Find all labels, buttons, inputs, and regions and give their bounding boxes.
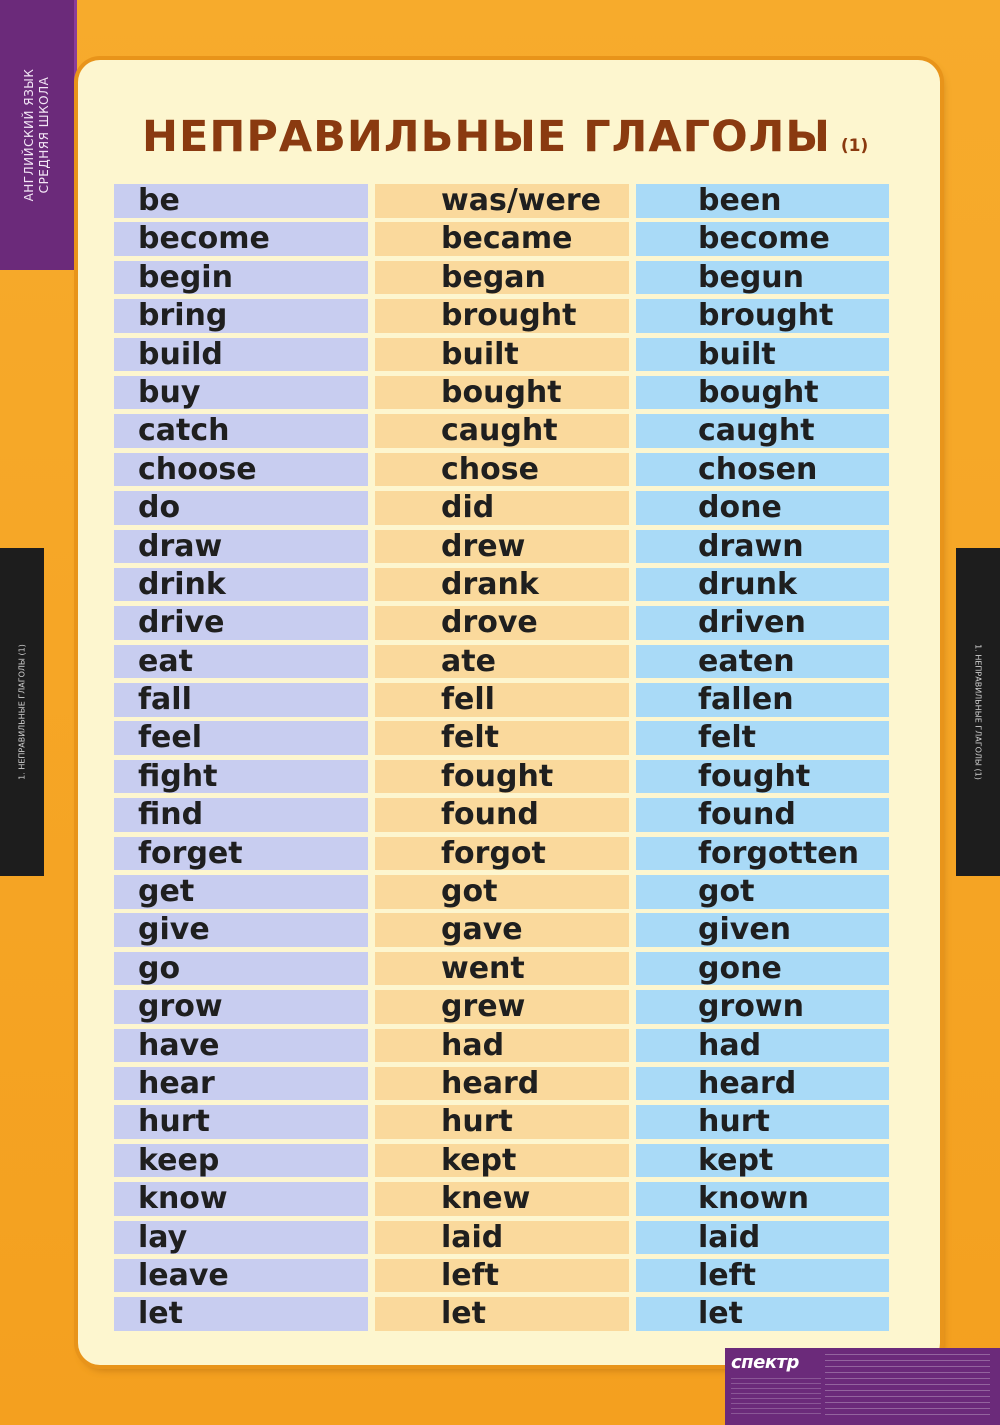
- table-row: [114, 913, 889, 951]
- past-simple-cell: went: [375, 952, 629, 986]
- table-row: [114, 875, 889, 913]
- base-form-cell: fight: [114, 760, 368, 794]
- base-form-cell: keep: [114, 1144, 368, 1178]
- base-form-cell: know: [114, 1182, 368, 1216]
- publisher-logo: спектр: [731, 1352, 799, 1373]
- table-row: [114, 1297, 889, 1335]
- past-participle-cell: got: [636, 875, 889, 909]
- past-simple-cell: became: [375, 222, 629, 256]
- table-row: [114, 1259, 889, 1297]
- past-participle-cell: given: [636, 913, 889, 947]
- past-simple-cell: gave: [375, 913, 629, 947]
- past-simple-cell: brought: [375, 299, 629, 333]
- table-row: [114, 184, 889, 222]
- table-row: [114, 530, 889, 568]
- past-participle-cell: brought: [636, 299, 889, 333]
- past-participle-cell: forgotten: [636, 837, 889, 871]
- table-row: [114, 1067, 889, 1105]
- table-row: [114, 491, 889, 529]
- table-row: [114, 1105, 889, 1143]
- table-row: [114, 952, 889, 990]
- table-row: [114, 760, 889, 798]
- past-simple-cell: laid: [375, 1221, 629, 1255]
- base-form-cell: begin: [114, 261, 368, 295]
- table-row: [114, 222, 889, 260]
- table-row: [114, 261, 889, 299]
- past-simple-cell: knew: [375, 1182, 629, 1216]
- base-form-cell: become: [114, 222, 368, 256]
- past-simple-cell: drank: [375, 568, 629, 602]
- past-participle-cell: built: [636, 338, 889, 372]
- past-simple-cell: grew: [375, 990, 629, 1024]
- base-form-cell: grow: [114, 990, 368, 1024]
- past-participle-cell: heard: [636, 1067, 889, 1101]
- base-form-cell: hear: [114, 1067, 368, 1101]
- past-simple-cell: got: [375, 875, 629, 909]
- past-participle-cell: known: [636, 1182, 889, 1216]
- base-form-cell: find: [114, 798, 368, 832]
- past-simple-cell: built: [375, 338, 629, 372]
- subject-label: АНГЛИЙСКИЙ ЯЗЫК: [22, 68, 36, 202]
- past-simple-cell: chose: [375, 453, 629, 487]
- base-form-cell: do: [114, 491, 368, 525]
- subject-tab: [0, 0, 77, 270]
- base-form-cell: lay: [114, 1221, 368, 1255]
- verb-table: [114, 184, 889, 1336]
- past-simple-cell: hurt: [375, 1105, 629, 1139]
- past-simple-cell: forgot: [375, 837, 629, 871]
- past-participle-cell: felt: [636, 721, 889, 755]
- table-row: [114, 837, 889, 875]
- base-form-cell: let: [114, 1297, 368, 1331]
- past-simple-cell: heard: [375, 1067, 629, 1101]
- past-participle-cell: laid: [636, 1221, 889, 1255]
- table-row: [114, 683, 889, 721]
- past-participle-cell: done: [636, 491, 889, 525]
- base-form-cell: bring: [114, 299, 368, 333]
- base-form-cell: forget: [114, 837, 368, 871]
- side-strip-left: [0, 548, 44, 876]
- past-simple-cell: left: [375, 1259, 629, 1293]
- base-form-cell: fall: [114, 683, 368, 717]
- past-participle-cell: left: [636, 1259, 889, 1293]
- subject-tab-text: [22, 69, 52, 202]
- publisher-fine-print: [825, 1354, 990, 1416]
- past-participle-cell: caught: [636, 414, 889, 448]
- past-participle-cell: drawn: [636, 530, 889, 564]
- past-participle-cell: chosen: [636, 453, 889, 487]
- table-row: [114, 376, 889, 414]
- base-form-cell: eat: [114, 645, 368, 679]
- table-row: [114, 568, 889, 606]
- table-row: [114, 1029, 889, 1067]
- base-form-cell: buy: [114, 376, 368, 410]
- past-participle-cell: had: [636, 1029, 889, 1063]
- base-form-cell: choose: [114, 453, 368, 487]
- side-strip-left-text: 1. НЕПРАВИЛЬНЫЕ ГЛАГОЛЫ (1): [17, 644, 27, 780]
- past-participle-cell: drunk: [636, 568, 889, 602]
- publisher-fine-print: [731, 1378, 821, 1418]
- past-simple-cell: did: [375, 491, 629, 525]
- table-row: [114, 453, 889, 491]
- table-row: [114, 721, 889, 759]
- base-form-cell: hurt: [114, 1105, 368, 1139]
- past-simple-cell: kept: [375, 1144, 629, 1178]
- table-row: [114, 990, 889, 1028]
- past-simple-cell: fought: [375, 760, 629, 794]
- publisher-block: [725, 1348, 1000, 1425]
- table-row: [114, 1221, 889, 1259]
- past-simple-cell: drove: [375, 606, 629, 640]
- base-form-cell: draw: [114, 530, 368, 564]
- past-participle-cell: hurt: [636, 1105, 889, 1139]
- table-row: [114, 606, 889, 644]
- past-simple-cell: felt: [375, 721, 629, 755]
- side-strip-right: [956, 548, 1000, 876]
- past-simple-cell: found: [375, 798, 629, 832]
- past-participle-cell: fallen: [636, 683, 889, 717]
- past-simple-cell: had: [375, 1029, 629, 1063]
- table-row: [114, 645, 889, 683]
- past-participle-cell: been: [636, 184, 889, 218]
- base-form-cell: get: [114, 875, 368, 909]
- past-simple-cell: let: [375, 1297, 629, 1331]
- base-form-cell: catch: [114, 414, 368, 448]
- base-form-cell: leave: [114, 1259, 368, 1293]
- table-row: [114, 299, 889, 337]
- base-form-cell: have: [114, 1029, 368, 1063]
- side-strip-right-text: 1. НЕПРАВИЛЬНЫЕ ГЛАГОЛЫ (1): [973, 644, 983, 780]
- past-participle-cell: driven: [636, 606, 889, 640]
- base-form-cell: be: [114, 184, 368, 218]
- past-simple-cell: caught: [375, 414, 629, 448]
- past-simple-cell: bought: [375, 376, 629, 410]
- past-participle-cell: kept: [636, 1144, 889, 1178]
- past-participle-cell: found: [636, 798, 889, 832]
- past-participle-cell: eaten: [636, 645, 889, 679]
- page-number: (1): [840, 136, 869, 156]
- past-participle-cell: fought: [636, 760, 889, 794]
- page-title: [142, 112, 902, 172]
- past-participle-cell: gone: [636, 952, 889, 986]
- table-row: [114, 1182, 889, 1220]
- past-simple-cell: was/were: [375, 184, 629, 218]
- table-row: [114, 1144, 889, 1182]
- past-simple-cell: ate: [375, 645, 629, 679]
- past-participle-cell: become: [636, 222, 889, 256]
- past-participle-cell: grown: [636, 990, 889, 1024]
- base-form-cell: build: [114, 338, 368, 372]
- past-participle-cell: begun: [636, 261, 889, 295]
- past-simple-cell: drew: [375, 530, 629, 564]
- past-simple-cell: began: [375, 261, 629, 295]
- past-participle-cell: let: [636, 1297, 889, 1331]
- base-form-cell: go: [114, 952, 368, 986]
- page-title-text: НЕПРАВИЛЬНЫЕ ГЛАГОЛЫ: [142, 112, 831, 162]
- base-form-cell: feel: [114, 721, 368, 755]
- school-level-label: СРЕДНЯЯ ШКОЛА: [37, 76, 51, 194]
- past-simple-cell: fell: [375, 683, 629, 717]
- base-form-cell: drink: [114, 568, 368, 602]
- table-row: [114, 414, 889, 452]
- table-row: [114, 338, 889, 376]
- table-row: [114, 798, 889, 836]
- base-form-cell: give: [114, 913, 368, 947]
- base-form-cell: drive: [114, 606, 368, 640]
- past-participle-cell: bought: [636, 376, 889, 410]
